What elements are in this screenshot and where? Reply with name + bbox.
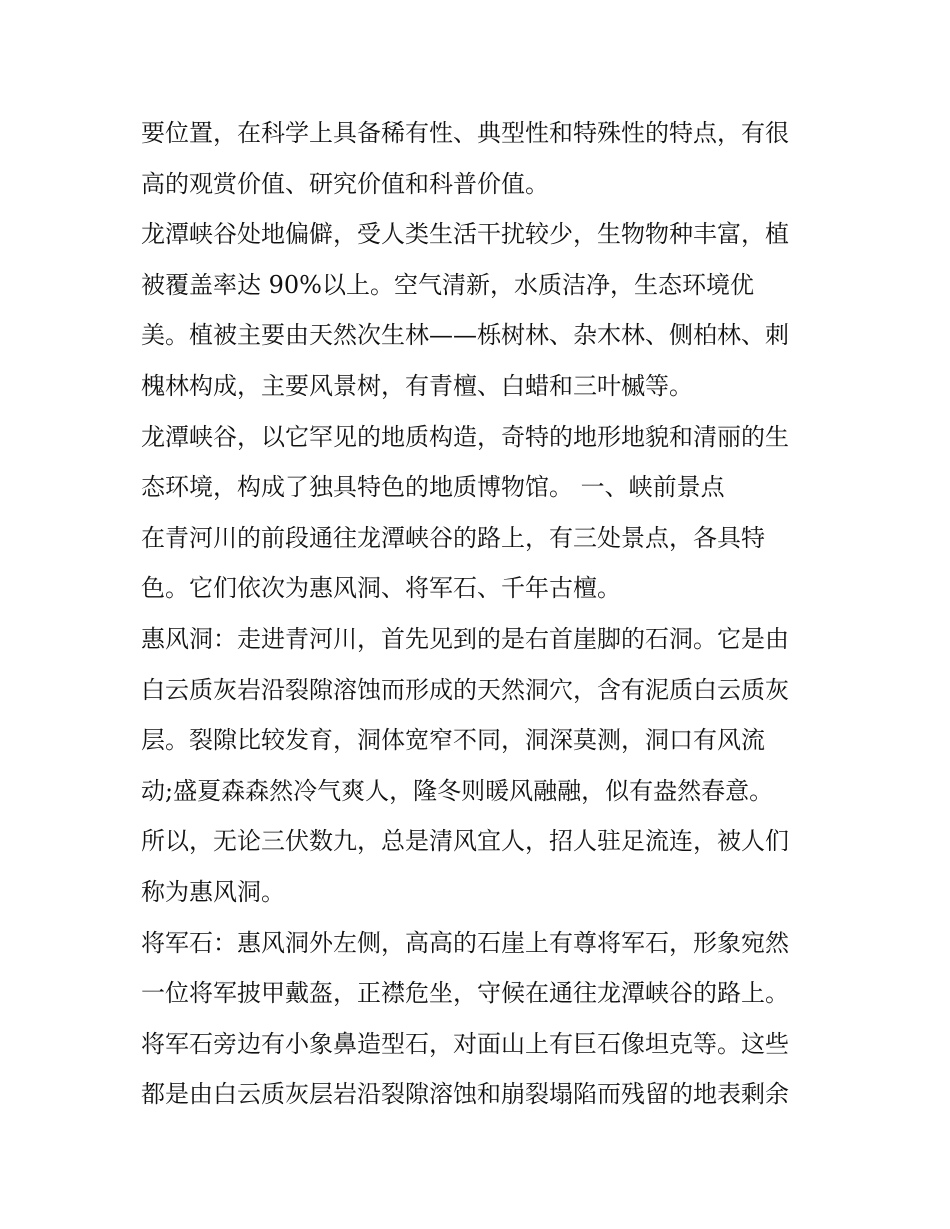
text-line: 槐林构成，主要风景树，有青檀、白蜡和三叶槭等。 [141,371,693,400]
text-line: 被覆盖率达 90%以上。空气清新，水质洁净，生态环境优 [141,270,754,299]
text-line: 称为惠风洞。 [141,877,285,906]
text-line: 在青河川的前段通往龙潭峡谷的路上，有三处景点，各具特 [141,523,765,552]
text-line: 层。裂隙比较发育，洞体宽窄不同，洞深莫测，洞口有风流 [141,726,765,755]
text-line: 白云质灰岩沿裂隙溶蚀而形成的天然洞穴，含有泥质白云质灰 [141,675,789,704]
text-line: 惠风洞：走进青河川，首先见到的是右首崖脚的石洞。它是由 [141,624,789,653]
text-line: 动;盛夏森森然冷气爽人，隆冬则暖风融融，似有盎然春意。 [141,776,774,805]
text-line: 色。它们依次为惠风洞、将军石、千年古檀。 [141,574,621,603]
text-line: 将军石：惠风洞外左侧，高高的石崖上有尊将军石，形象宛然 [141,928,789,957]
text-line: 高的观赏价值、研究价值和科普价值。 [141,169,549,198]
text-line: 态环境，构成了独具特色的地质博物馆。 一、峡前景点 [141,473,725,502]
text-line: 都是由白云质灰层岩沿裂隙溶蚀和崩裂塌陷而残留的地表剩余 [141,1080,789,1109]
text-line: 一位将军披甲戴盔，正襟危坐，守候在通往龙潭峡谷的路上。 [141,979,789,1008]
text-line: 所以，无论三伏数九，总是清风宜人，招人驻足流连，被人们 [141,827,789,856]
body-text [141,108,821,1120]
text-line: 龙潭峡谷处地偏僻，受人类生活干扰较少，生物物种丰富，植 [141,220,789,249]
text-line: 将军石旁边有小象鼻造型石，对面山上有巨石像坦克等。这些 [141,1029,789,1058]
text-line: 龙潭峡谷，以它罕见的地质构造，奇特的地形地貌和清丽的生 [141,422,789,451]
text-line: 美。植被主要由天然次生林——栎树林、杂木林、侧柏林、刺 [141,321,789,350]
text-line: 要位置，在科学上具备稀有性、典型性和特殊性的特点，有很 [141,119,789,147]
